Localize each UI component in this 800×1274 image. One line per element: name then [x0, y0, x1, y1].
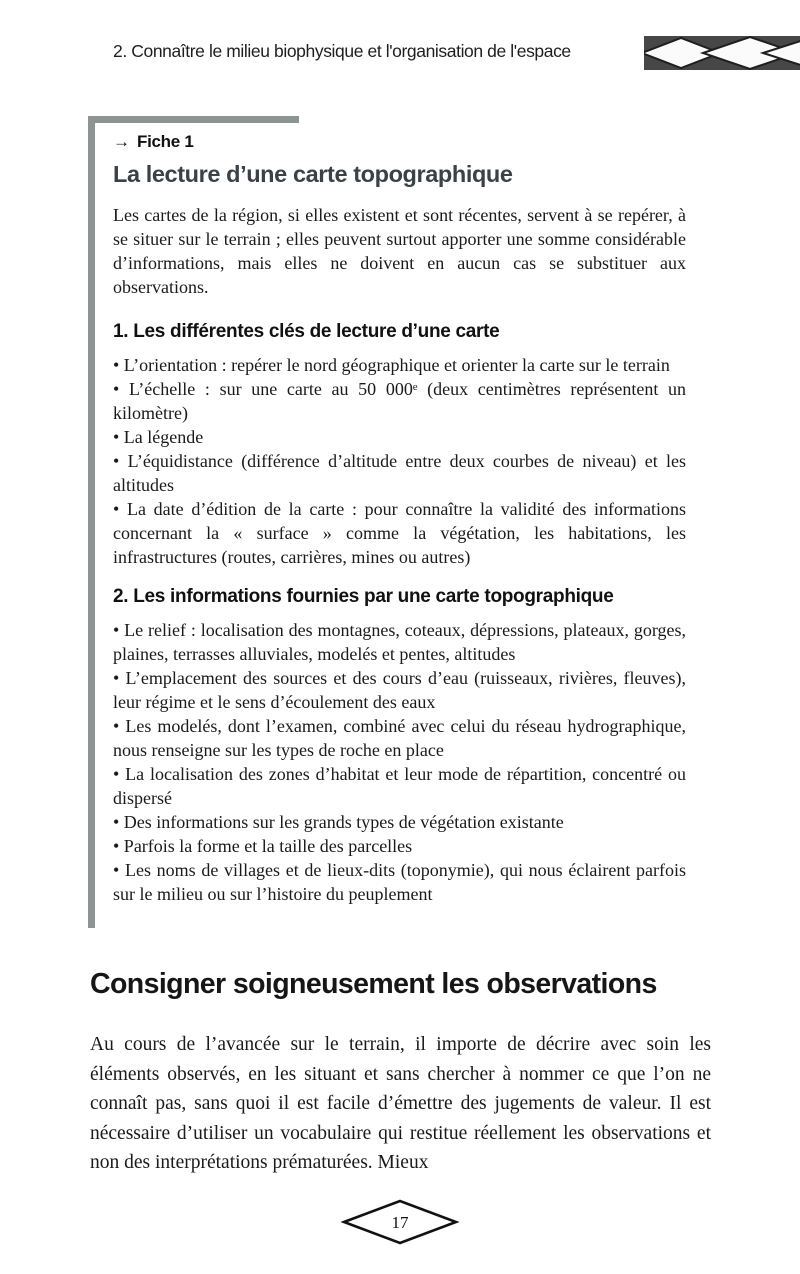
bullet-item: • Parfois la forme et la taille des parcelles	[113, 836, 413, 856]
diamond-banner-graphic	[644, 36, 800, 70]
section-2-heading: 2. Les informations fournies par une carte topographique	[113, 586, 614, 607]
bullet-item: • Les noms de villages et de lieux-dits (toponymie), qui nous éclairent parfois sur le milieu ou sur l’histoire du peuplement	[113, 860, 686, 904]
main-paragraph: Au cours de l’avancée sur le terrain, il importe de décrire avec soin les éléments observés, en les situant et sans chercher à nommer ce que l’on ne connaît pas, sans quoi il est facile d’émettre des jugements de valeur. Il est nécessaire d’utiliser un vocabulaire qui restitue réellement les observations et non des interprétations prématurées. Mieux	[90, 1034, 711, 1173]
bullet-item: • Le relief : localisation des montagnes, coteaux, dépressions, plateaux, gorges, plaines, terrasses alluviales, modelés et pentes, altitudes	[113, 620, 686, 664]
fiche-intro-paragraph: Les cartes de la région, si elles existent et sont récentes, servent à se repérer, à se situer sur le terrain ; elles peuvent surtout apporter une somme considérable d’informations, mais elles ne doivent en aucun cas se substituer aux observations.	[113, 205, 686, 297]
bullet-item: • L’emplacement des sources et des cours d’eau (ruisseaux, rivières, fleuves), leur régime et le sens d’écoulement des eaux	[113, 668, 686, 712]
chapter-header: 2. Connaître le milieu biophysique et l'organisation de l'espace	[113, 41, 571, 61]
bullet-item: • Les modelés, dont l’examen, combiné avec celui du réseau hydrographique, nous renseigne sur les types de roche en place	[113, 716, 686, 760]
page-number-diamond	[341, 1198, 459, 1246]
bullet-item: • Des informations sur les grands types de végétation existante	[113, 812, 564, 832]
bullet-item: • L’équidistance (différence d’altitude entre deux courbes de niveau) et les altitudes	[113, 451, 686, 495]
section-1-heading: 1. Les différentes clés de lecture d’une carte	[113, 321, 500, 342]
bullet-item: • La date d’édition de la carte : pour connaître la validité des informations concernant la « surface » comme la végétation, les habitations, les infrastructures (routes, carrières, mines ou autres)	[113, 499, 686, 567]
fiche-left-rule	[88, 116, 95, 928]
bullet-item: • L’échelle : sur une carte au 50 000ᵉ (deux centimètres représentent un kilomètre)	[113, 379, 686, 423]
fiche-box	[88, 116, 686, 928]
bullet-item: • La légende	[113, 427, 204, 447]
section-1-bullets	[113, 353, 686, 569]
section-2-bullets	[113, 618, 686, 906]
bullet-item: • La localisation des zones d’habitat et leur mode de répartition, concentré ou dispersé	[113, 764, 686, 808]
fiche-tag	[113, 132, 686, 152]
bullet-item: • L’orientation : repérer le nord géographique et orienter la carte sur le terrain	[113, 355, 670, 375]
main-heading: Consigner soigneusement les observations	[90, 968, 657, 1000]
arrow-icon: →	[113, 132, 130, 151]
page-number: 17	[391, 1213, 409, 1232]
fiche-title: La lecture d’une carte topographique	[113, 161, 513, 187]
fiche-top-rule	[88, 116, 299, 123]
fiche-tag-label: Fiche 1	[137, 132, 194, 151]
